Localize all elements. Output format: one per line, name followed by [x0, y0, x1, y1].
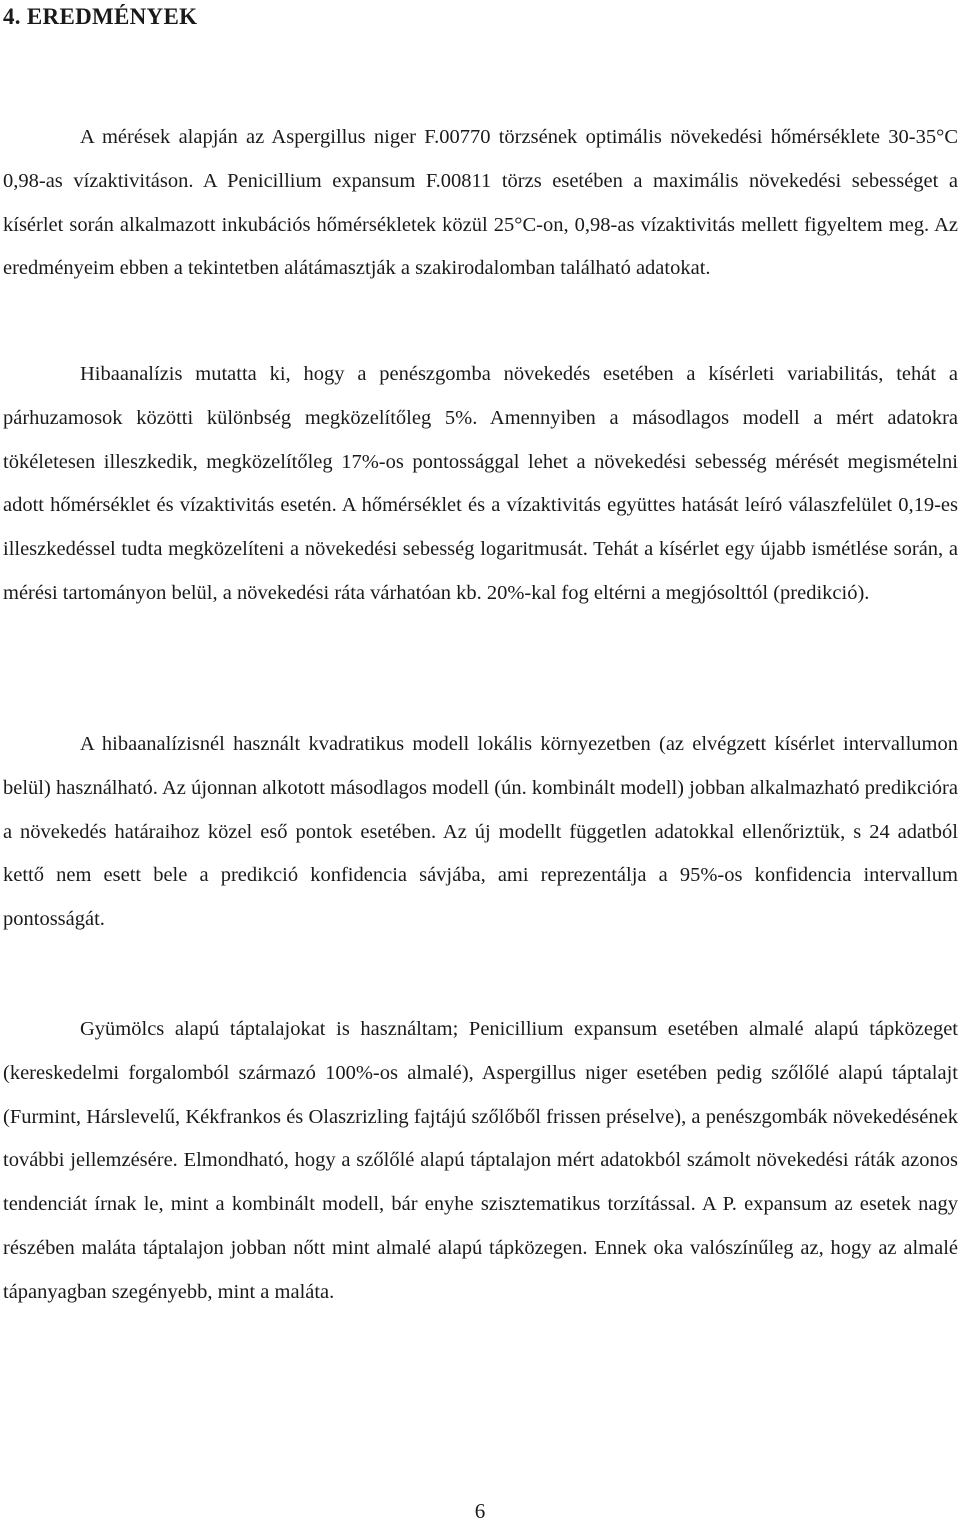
- page-number: 6: [474, 1499, 486, 1523]
- paragraph-model-validation: A hibaanalízisnél használt kvadratikus modell lokális környezetben (az elvégzett kísérlet intervallumon belül) használható. Az újonnan alkotott másodlagos modell (ún. kombinált modell) jobban alkalmazható predikcióra a növekedés határaihoz közel eső pontok esetében. Az új modellt független adatokkal ellenőriztük, s 24 adatból kettő nem esett bele a predikció konfidencia sávjába, ami reprezentálja a 95%-os konfidencia intervallum pontosságát.: [3, 733, 958, 931]
- paragraph-fruit-media: Gyümölcs alapú táptalajokat is használtam; Penicillium expansum esetében almalé alapú tápközeget (kereskedelmi forgalomból származó 100%-os almalé), Aspergillus niger esetében pedig szőlőlé alapú táptalajt (Furmint, Hárslevelű, Kékfrankos és Olaszrizling fajtájú szőlőből frissen préselve), a penészgombák növekedésének további jellemzésére. Elmondható, hogy a szőlőlé alapú táptalajon mért adatokból számolt növekedési ráták azonos tendenciát írnak le, mint a kombinált modell, bár enyhe szisztematikus torzítással. A P. expansum az esetek nagy részében maláta táptalajon jobban nőtt mint almalé alapú tápközegen. Ennek oka valószínűleg az, hogy az almalé tápanyagban szegényebb, mint a maláta.: [3, 1018, 958, 1303]
- paragraph-error-analysis: Hibaanalízis mutatta ki, hogy a penészgomba növekedés esetében a kísérleti variabilitás, tehát a párhuzamosok közötti különbség megközelítőleg 5%. Amennyiben a másodlagos modell a mért adatokra tökéletesen illeszkedik, megközelítőleg 17%-os pontossággal lehet a növekedési sebesség mérését megismételni adott hőmérséklet és vízaktivitás esetén. A hőmérséklet és a vízaktivitás együttes hatását leíró válaszfelület 0,19-es illeszkedéssel tudta megközelíteni a növekedési sebesség logaritmusát. Tehát a kísérlet egy újabb ismétlése során, a mérési tartományon belül, a növekedési ráta várhatóan kb. 20%-kal fog eltérni a megjósolttól (predikció).: [3, 363, 958, 604]
- paragraph-results-optimum: A mérések alapján az Aspergillus niger F.00770 törzsének optimális növekedési hőmérséklete 30-35°C 0,98-as vízaktivitáson. A Penicillium expansum F.00811 törzs esetében a maximális növekedési sebességet a kísérlet során alkalmazott inkubációs hőmérsékletek közül 25°C-on, 0,98-as vízaktivitás mellett figyeltem meg. Az eredményeim ebben a tekintetben alátámasztják a szakirodalomban található adatokat.: [3, 126, 958, 280]
- section-heading: 4. EREDMÉNYEK: [3, 4, 198, 29]
